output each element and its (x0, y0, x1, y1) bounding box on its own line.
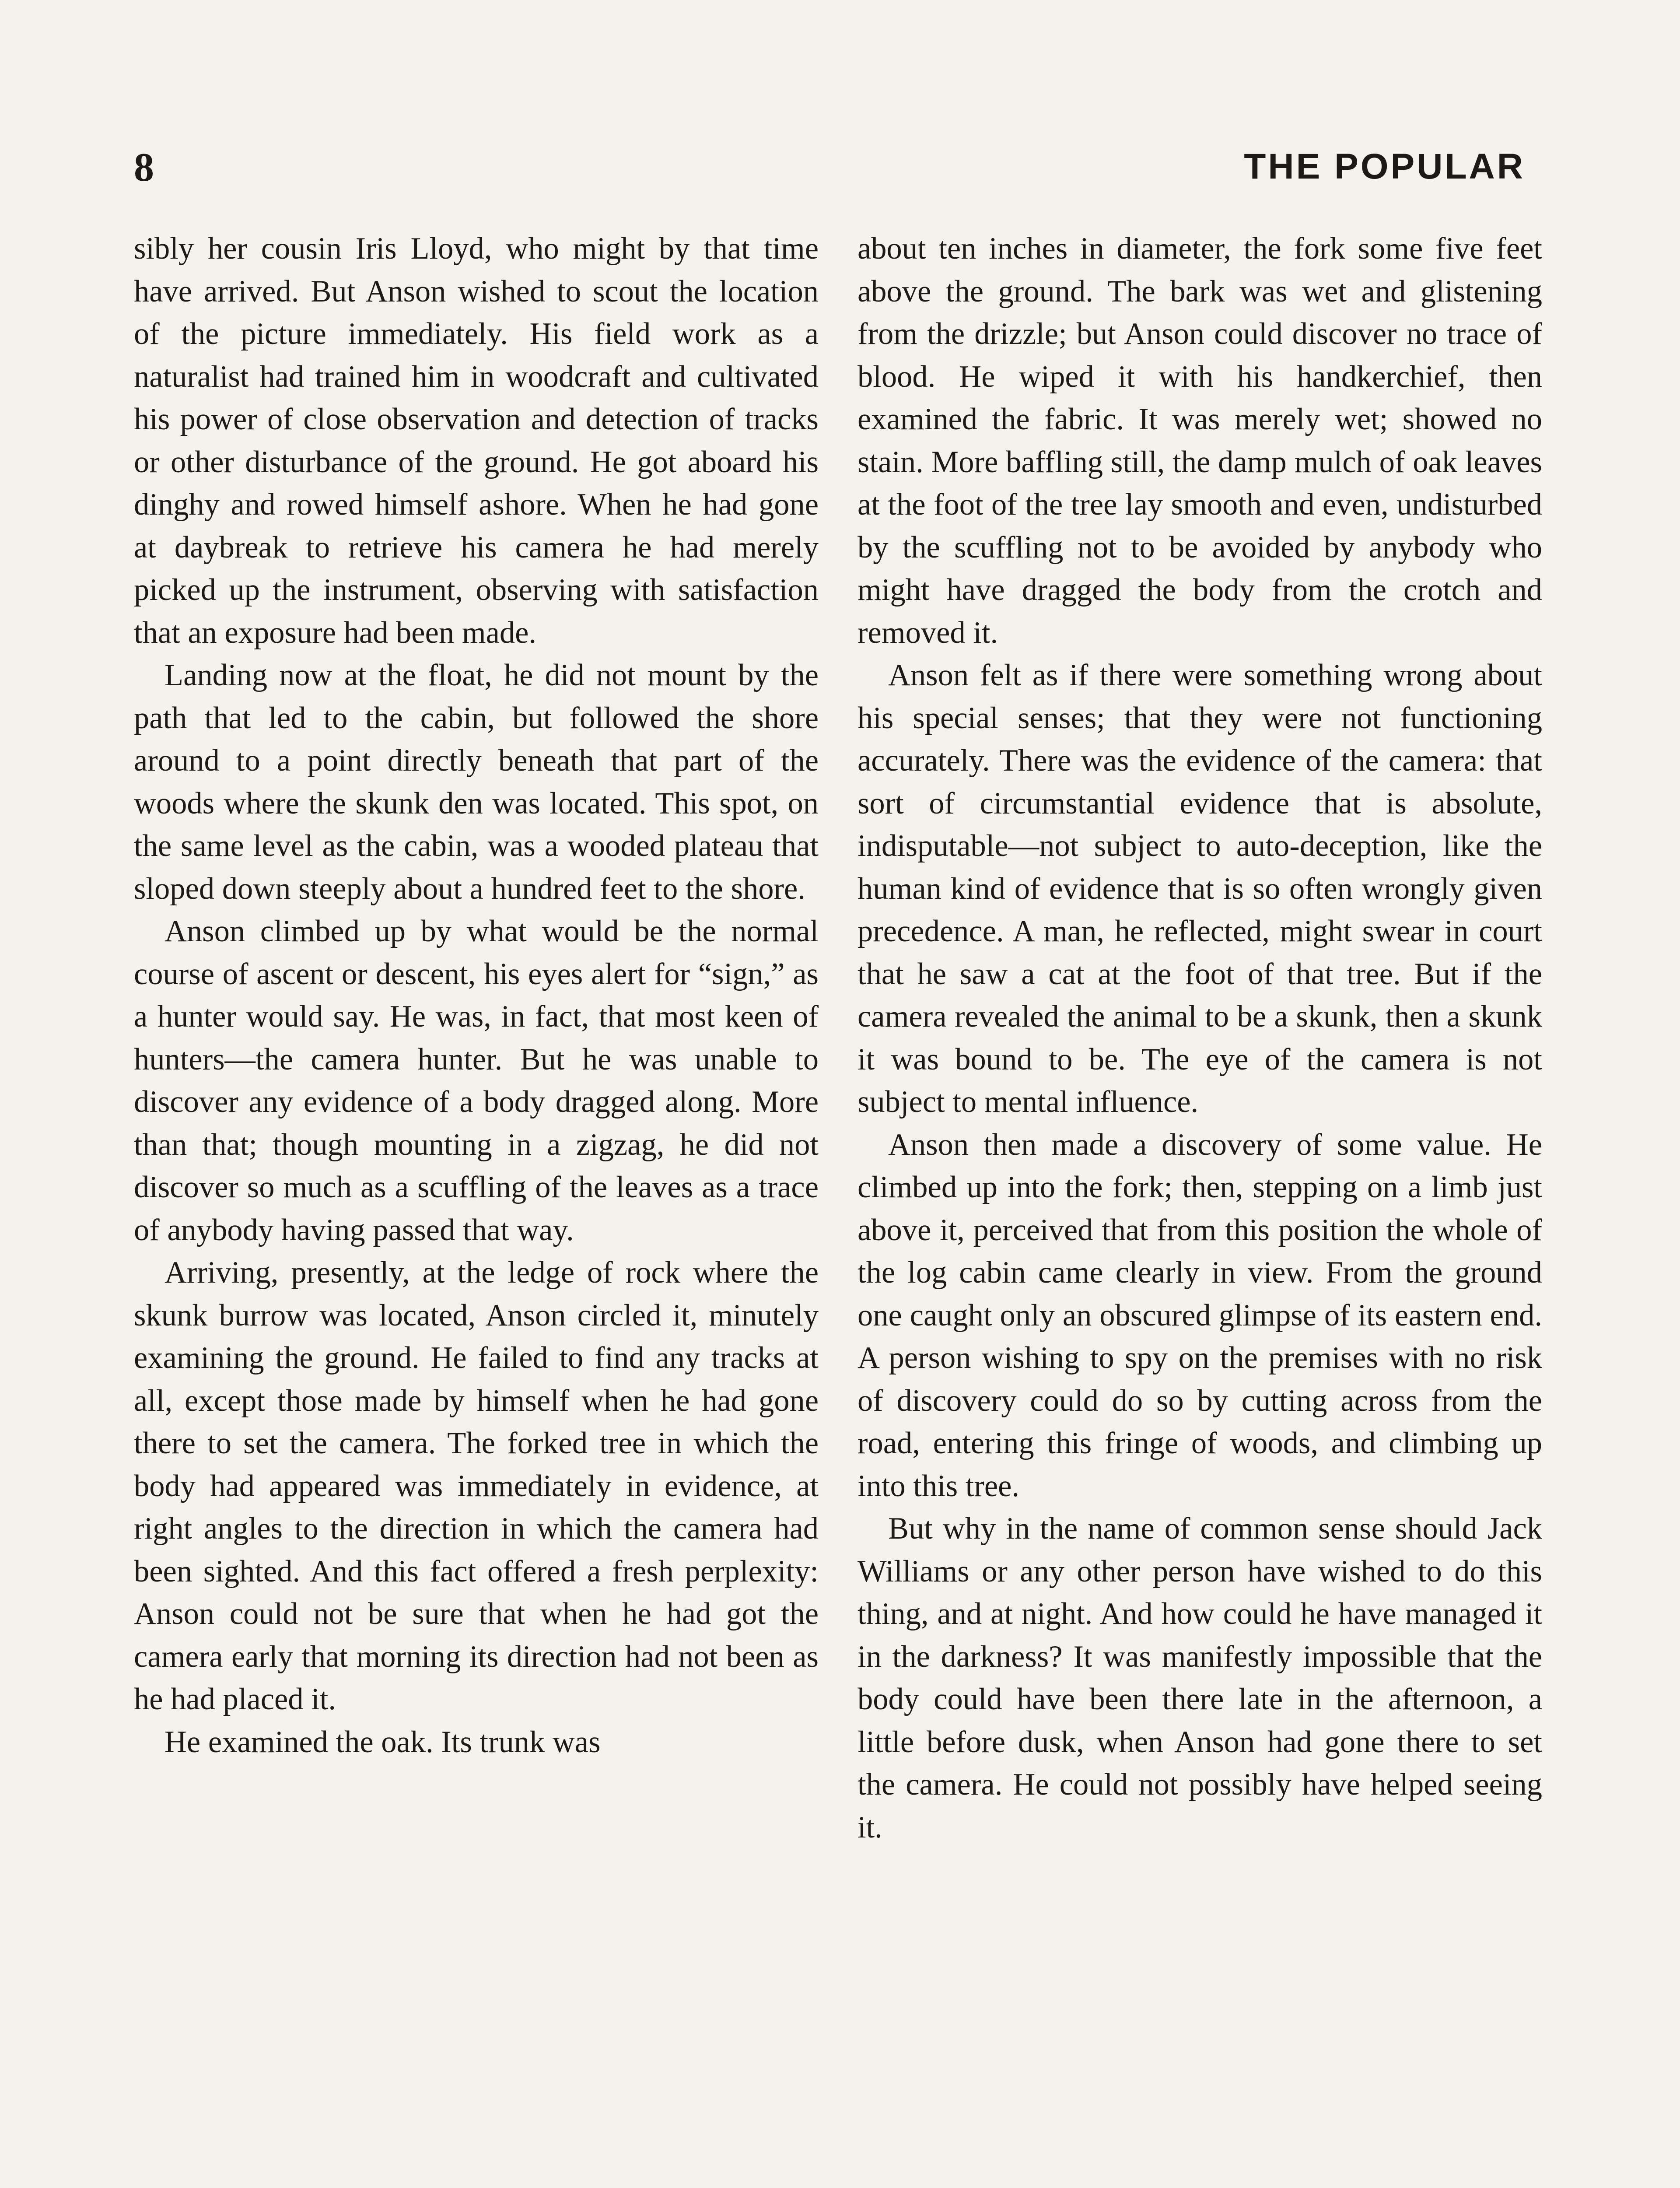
paragraph: about ten inches in diameter, the fork some five feet above the ground. The bark was wet and glistening from the drizzle; but Anson could discover no trace of blood. He wiped it with his handkerchief, then examined the fabric. It was merely wet; showed no stain. More baffling still, the damp mulch of oak leaves at the foot of the tree lay smooth and even, undisturbed by the scuffling not to be avoided by anybody who might have dragged the body from the crotch and removed it. (858, 231, 1542, 650)
magazine-title: THE POPULAR (1244, 147, 1525, 186)
page-number: 8 (134, 145, 154, 189)
paragraph: But why in the name of common sense should Jack Williams or any other person have wished to do this thing, and at night. And how could he have managed it in the darkness? It was manifestly impossible that the body could have been there late in the afternoon, a little before dusk, when Anson had gone there to set the camera. He could not possibly have helped seeing it. (858, 1511, 1542, 1844)
left-column (134, 228, 819, 1764)
paragraph: He examined the oak. Its trunk was (164, 1725, 601, 1759)
paragraph: Arriving, presently, at the ledge of rock where the skunk burrow was located, Anson circled it, minutely examining the ground. He failed to find any tracks at all, except those made by himself when he had gone there to set the camera. The forked tree in which the body had appeared was immediately in evidence, at right angles to the direction in which the camera had been sighted. And this fact offered a fresh perplexity: Anson could not be sure that when he had got the camera early that morning its direction had not been as he had placed it. (134, 1255, 819, 1716)
paragraph: Landing now at the float, he did not mount by the path that led to the cabin, but followed the shore around to a point directly beneath that part of the woods where the skunk den was located. This spot, on the same level as the cabin, was a wooded plateau that sloped down steeply about a hundred feet to the shore. (134, 658, 819, 906)
paragraph: sibly her cousin Iris Lloyd, who might by that time have arrived. But Anson wished to scout the location of the picture immediately. His field work as a naturalist had trained him in woodcraft and cultivated his power of close observation and detection of tracks or other disturbance of the ground. He got aboard his dinghy and rowed himself ashore. When he had gone at daybreak to retrieve his camera he had merely picked up the instrument, observing with satisfaction that an exposure had been made. (134, 231, 819, 650)
right-column (858, 228, 1542, 1849)
paragraph: Anson felt as if there were something wrong about his special senses; that they were not functioning accurately. There was the evidence of the camera: that sort of circumstantial evidence that is absolute, indisputable—not subject to auto-deception, like the human kind of evidence that is so often wrongly given precedence. A man, he reflected, might swear in court that he saw a cat at the foot of that tree. But if the camera revealed the animal to be a skunk, then a skunk it was bound to be. The eye of the camera is not subject to mental influence. (858, 658, 1542, 1119)
paragraph: Anson climbed up by what would be the normal course of ascent or descent, his eyes alert for “sign,” as a hunter would say. He was, in fact, that most keen of hunters—the camera hunter. But he was unable to discover any evidence of a body dragged along. More than that; though mounting in a zigzag, he did not discover so much as a scuffling of the leaves as a trace of anybody having passed that way. (134, 914, 819, 1247)
paragraph: Anson then made a discovery of some value. He climbed up into the fork; then, stepping on a limb just above it, perceived that from this position the whole of the log cabin came clearly in view. From the ground one caught only an obscured glimpse of its eastern end. A person wishing to spy on the premises with no risk of discovery could do so by cutting across from the road, entering this fringe of woods, and climbing up into this tree. (858, 1127, 1542, 1503)
